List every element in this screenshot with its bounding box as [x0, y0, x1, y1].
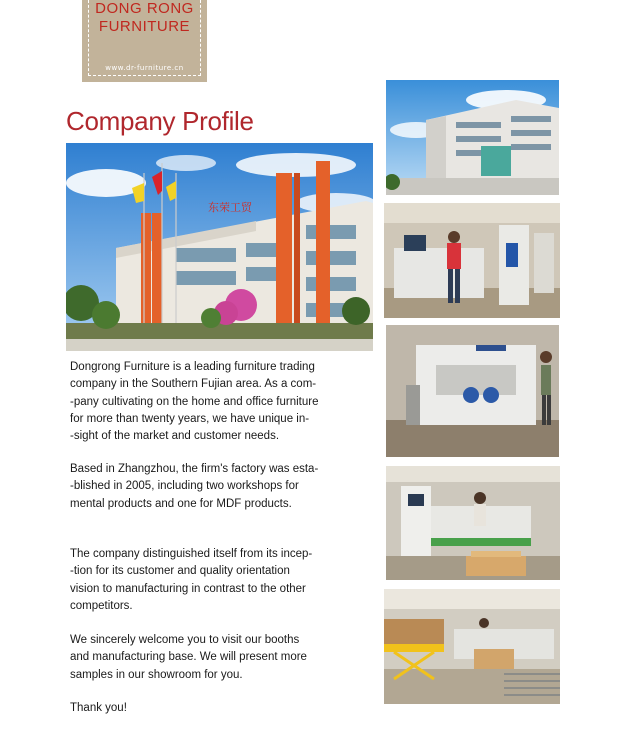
text-line: for more than twenty years, we have unique in- [70, 412, 310, 425]
text-line: vision to manufacturing in contrast to the other [70, 582, 306, 595]
logo-line-2: FURNITURE [98, 18, 191, 35]
text-line: We sincerely welcome you to visit our booths [70, 634, 300, 646]
factory-exterior-photo [386, 80, 559, 195]
text-line: competitors. [70, 599, 133, 612]
page-title: Company Profile [66, 106, 254, 136]
paragraph-intro [70, 359, 360, 445]
paragraph-location [70, 461, 360, 513]
paragraph-thanks [70, 700, 360, 717]
text-line: mental products and one for MDF products. [70, 497, 292, 510]
text-line: Based in Zhangzhou, the firm's factory was esta- [70, 463, 319, 475]
cnc-worker-photo [384, 203, 560, 318]
logo-url: www.dr-furniture.cn [105, 64, 184, 72]
text-line: The company distinguished itself from its incep- [70, 548, 313, 560]
text-line: and manufacturing base. We will present more [70, 651, 307, 664]
text-line: -blished in 2005, including two workshops for [70, 480, 299, 493]
text-line: company in the Southern Fujian area. As a com- [70, 378, 317, 391]
building-sign: 东荣工贸 [208, 201, 252, 214]
text-line: Dongrong Furniture is a leading furniture trading [70, 361, 315, 373]
drilling-machine-photo [386, 325, 559, 457]
production-line-photo [384, 589, 560, 704]
text-line: -pany cultivating on the home and office furniture [70, 395, 319, 408]
paragraph-distinction [70, 546, 360, 615]
text-line: -tion for its customer and quality orientation [70, 565, 290, 578]
paragraph-welcome [70, 632, 360, 684]
text-line: -sight of the market and customer needs. [70, 430, 280, 443]
panel-saw-operator-photo [386, 466, 560, 580]
logo-line-1: DONG RONG [95, 0, 194, 17]
company-logo [82, 0, 207, 82]
headquarters-photo [66, 143, 373, 351]
text-line: Thank you! [70, 702, 127, 714]
text-line: samples in our showroom for you. [70, 668, 243, 681]
